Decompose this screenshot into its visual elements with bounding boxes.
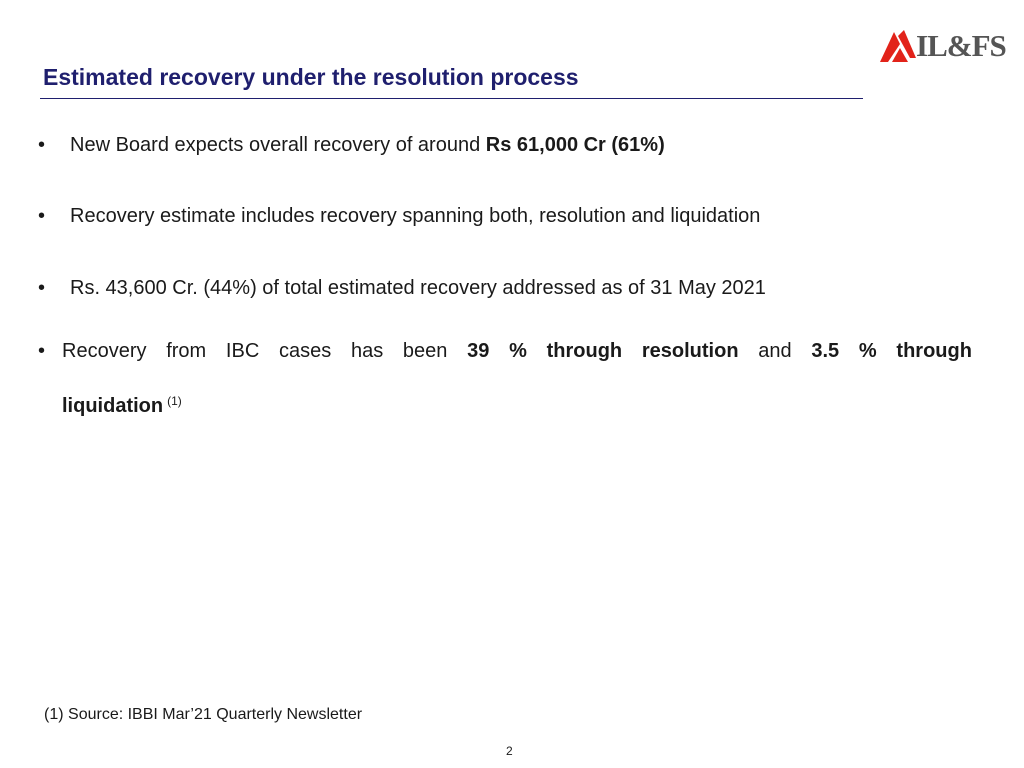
bullet-symbol: • <box>38 134 46 156</box>
bullet-word-bold: resolution <box>641 340 739 362</box>
logo-mark-icon <box>878 28 918 64</box>
bullet-text-line-1 <box>62 340 972 363</box>
bullet-text: Recovery estimate includes recovery spanning both, resolution and liquidation <box>70 205 761 227</box>
footnote-text: Source: IBBI Mar’21 Quarterly Newsletter <box>68 706 363 723</box>
page-title: Estimated recovery under the resolution process <box>43 64 579 90</box>
page-number: 2 <box>506 744 513 758</box>
bullet-symbol: • <box>38 277 46 299</box>
bullet-word: from <box>166 340 207 362</box>
footnote-marker: (1) <box>44 706 64 723</box>
bullet-word-bold: 39 <box>467 340 490 362</box>
bullet-word: cases <box>278 340 332 362</box>
bullet-text-normal: New Board expects overall recovery of around <box>70 134 486 156</box>
bullet-text <box>70 134 665 157</box>
bullet-text-bold: Rs 61,000 Cr (61%) <box>485 134 665 156</box>
bullet-word: has <box>350 340 384 362</box>
bullet-word: Recovery <box>62 340 147 362</box>
bullet-word-bold: liquidation <box>62 395 164 417</box>
bullet-word: IBC <box>225 340 260 362</box>
bullet-word-bold: % <box>509 340 527 362</box>
bullet-text-line-2 <box>62 394 182 418</box>
bullet-word-bold: 3.5 <box>811 340 840 362</box>
bullet-text: Rs. 43,600 Cr. (44%) of total estimated recovery addressed as of 31 May 2021 <box>70 277 766 299</box>
bullet-word-bold: through <box>896 340 972 362</box>
bullet-word-bold: % <box>858 340 877 362</box>
footnote-reference: (1) <box>167 394 182 408</box>
logo-text: IL&FS <box>916 28 1006 63</box>
footnote <box>44 706 362 724</box>
bullet-symbol: • <box>38 205 46 227</box>
bullet-symbol: • <box>38 340 46 362</box>
title-divider <box>40 98 863 99</box>
bullet-word: been <box>402 340 448 362</box>
bullet-word-bold: through <box>546 340 623 362</box>
bullet-word: and <box>758 340 792 362</box>
logo <box>878 26 1006 66</box>
